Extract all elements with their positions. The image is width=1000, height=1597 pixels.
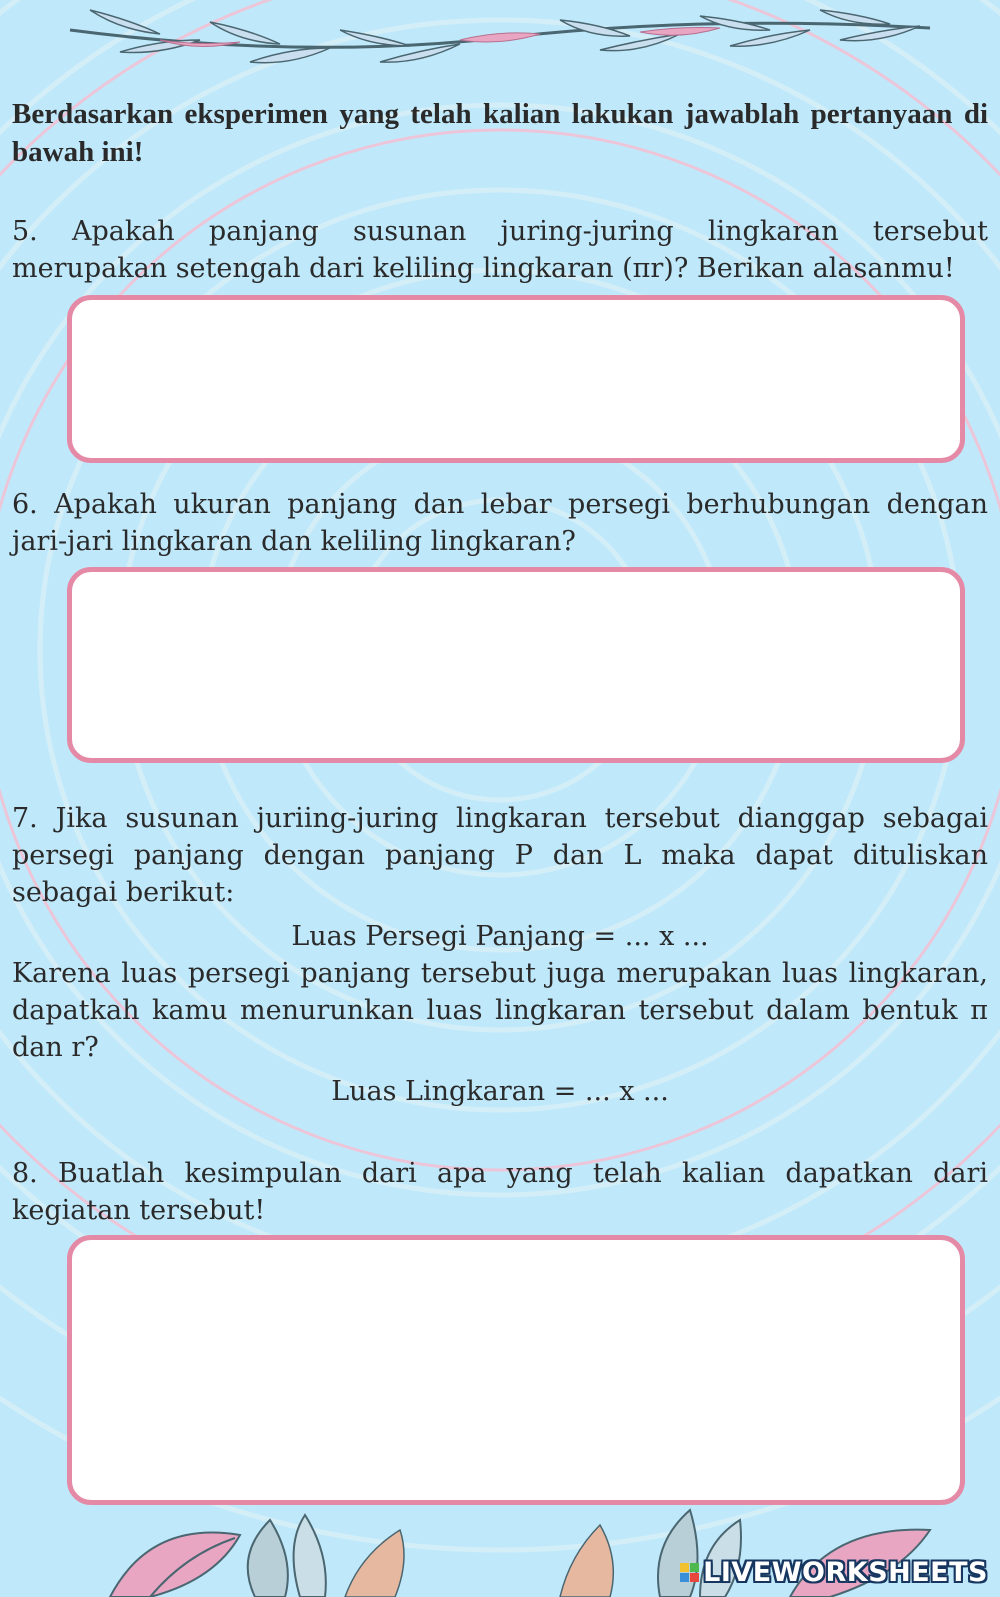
question-8: 8. Buatlah kesimpulan dari apa yang telah kalian dapatkan dari kegiatan tersebut! — [12, 1158, 988, 1226]
answer-box-6[interactable] — [67, 567, 965, 763]
instruction-text: Berdasarkan eksperimen yang telah kalian lakukan jawablah pertanyaan di bawah ini! — [12, 98, 988, 168]
question-7: 7. Jika susunan juriing-juring lingkaran tersebut dianggap sebagai persegi panjang dengan panjang P dan L maka dapat dituliskan sebagai berikut: — [12, 803, 988, 908]
answer-box-5[interactable] — [67, 295, 965, 463]
formula-circle-area: Luas Lingkaran = ... x ... — [331, 1076, 669, 1107]
logo-squares-icon — [680, 1563, 699, 1582]
formula-rectangle-area: Luas Persegi Panjang = ... x ... — [291, 921, 709, 952]
answer-box-8[interactable] — [67, 1235, 965, 1505]
question-5: 5. Apakah panjang susunan juring-juring lingkaran tersebut merupakan setengah dari keliling lingkaran (πr)? Berikan alasanmu! — [12, 216, 988, 284]
liveworksheets-logo — [680, 1554, 988, 1590]
question-6: 6. Apakah ukuran panjang dan lebar persegi berhubungan dengan jari-jari lingkaran dan keliling lingkaran? — [12, 489, 988, 557]
question-7-followup: Karena luas persegi panjang tersebut juga merupakan luas lingkaran, dapatkah kamu menurunkan luas lingkaran tersebut dalam bentuk π dan r? — [12, 958, 988, 1063]
logo-text: LIVEWORKSHEETS — [703, 1556, 988, 1588]
